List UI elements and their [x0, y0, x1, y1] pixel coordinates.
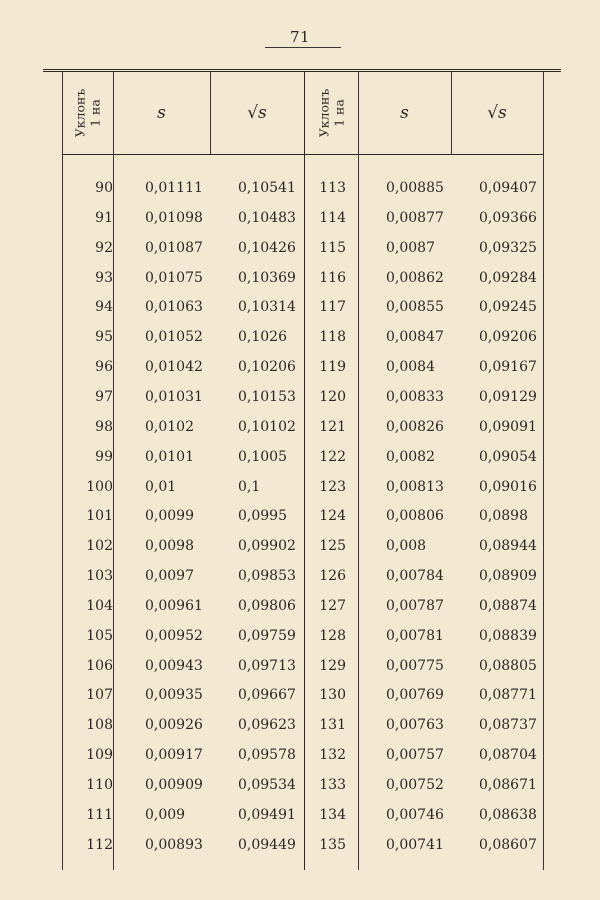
slope-cell: 97 [95, 388, 113, 405]
slope-cell: 104 [86, 597, 113, 614]
s-cell: 0,0099 [145, 508, 194, 525]
s-cell: 0,01098 [145, 209, 203, 226]
table-row [43, 591, 561, 621]
s-cell: 0,0087 [386, 239, 435, 256]
sqrt-s-cell: 0,09806 [238, 597, 296, 614]
slope-cell: 99 [95, 448, 113, 465]
s-cell: 0,00877 [386, 209, 444, 226]
slope-cell: 96 [95, 359, 113, 376]
header-slope-label: Уклонъ 1 на [315, 88, 346, 138]
slope-cell: 121 [319, 418, 346, 435]
s-cell: 0,00741 [386, 836, 444, 853]
s-cell: 0,008 [386, 538, 427, 555]
s-cell: 0,0102 [145, 418, 194, 435]
slope-cell: 110 [86, 777, 113, 793]
slope-cell: 130 [319, 687, 346, 704]
s-cell: 0,00746 [386, 806, 444, 823]
slope-cell: 125 [319, 538, 346, 555]
table-row [43, 710, 561, 740]
table-row [43, 292, 561, 322]
slope-cell: 109 [86, 747, 113, 764]
slope-cell: 112 [86, 836, 113, 853]
table-row [43, 800, 561, 830]
sqrt-s-cell: 0,08874 [479, 597, 537, 614]
slope-cell: 116 [319, 269, 346, 286]
header-slope-left [62, 72, 113, 154]
s-cell: 0,00763 [386, 717, 444, 734]
s-cell: 0,00806 [386, 508, 444, 525]
sqrt-s-cell: 0,09902 [238, 538, 296, 555]
s-cell: 0,0082 [386, 448, 435, 465]
s-cell: 0,00961 [145, 597, 203, 614]
s-cell: 0,00775 [386, 657, 444, 674]
slope-cell: 119 [319, 359, 346, 376]
sqrt-s-cell: 0,10483 [238, 209, 296, 226]
slope-cell: 131 [319, 717, 346, 734]
sqrt-s-cell: 0,09091 [479, 418, 537, 435]
s-cell: 0,009 [145, 806, 186, 823]
s-cell: 0,00952 [145, 627, 203, 644]
sqrt-s-cell: 0,09016 [479, 478, 537, 495]
sqrt-s-cell: 0,10369 [238, 269, 296, 286]
slope-cell: 106 [86, 657, 113, 674]
slope-cell: 103 [86, 568, 113, 585]
page-number: 71 [289, 28, 311, 46]
s-cell: 0,00813 [386, 478, 444, 495]
table-row [43, 501, 561, 531]
sqrt-s-cell: 0,1026 [238, 329, 287, 346]
sqrt-s-cell: 0,08671 [479, 777, 537, 793]
s-cell: 0,00917 [145, 747, 203, 764]
table-row [43, 352, 561, 382]
sqrt-s-cell: 0,10206 [238, 359, 296, 376]
slope-cell: 135 [319, 836, 346, 853]
slope-cell: 98 [95, 418, 113, 435]
slope-cell: 129 [319, 657, 346, 674]
s-cell: 0,0097 [145, 568, 194, 585]
slope-cell: 92 [95, 239, 113, 256]
table-row [43, 830, 561, 860]
header-s-label: s [157, 103, 166, 123]
sqrt-s-cell: 0,10314 [238, 299, 296, 316]
table-row [43, 472, 561, 502]
s-cell: 0,0098 [145, 538, 194, 555]
sqrt-s-cell: 0,09167 [479, 359, 537, 376]
sqrt-s-cell: 0,0898 [479, 508, 528, 525]
sqrt-s-cell: 0,08909 [479, 568, 537, 585]
header-sqrt-s-left [210, 72, 304, 154]
sqrt-s-cell: 0,1 [238, 478, 261, 495]
s-cell: 0,01087 [145, 239, 203, 256]
sqrt-s-cell: 0,09534 [238, 777, 296, 793]
header-sqrt-s-label: √s [487, 103, 507, 123]
header-s-label: s [400, 103, 409, 123]
s-cell: 0,00826 [386, 418, 444, 435]
sqrt-s-cell: 0,09407 [479, 180, 537, 196]
s-cell: 0,00909 [145, 777, 203, 793]
s-cell: 0,01031 [145, 388, 203, 405]
s-cell: 0,00943 [145, 657, 203, 674]
slope-cell: 113 [319, 180, 346, 196]
table-row [43, 412, 561, 442]
sqrt-s-cell: 0,09853 [238, 568, 296, 585]
sqrt-s-cell: 0,08805 [479, 657, 537, 674]
header-sqrt-s-label: √s [247, 103, 267, 123]
s-cell: 0,00935 [145, 687, 203, 704]
sqrt-s-cell: 0,09759 [238, 627, 296, 644]
sqrt-s-cell: 0,09245 [479, 299, 537, 316]
slope-cell: 94 [95, 299, 113, 316]
table-header-rule [62, 154, 543, 155]
table-row [43, 322, 561, 352]
s-cell: 0,00769 [386, 687, 444, 704]
sqrt-s-cell: 0,09449 [238, 836, 296, 853]
slope-cell: 90 [95, 180, 113, 196]
sqrt-s-cell: 0,09054 [479, 448, 537, 465]
sqrt-s-cell: 0,09206 [479, 329, 537, 346]
sqrt-s-cell: 0,08638 [479, 806, 537, 823]
s-cell: 0,0084 [386, 359, 435, 376]
slope-cell: 126 [319, 568, 346, 585]
s-cell: 0,00757 [386, 747, 444, 764]
slope-cell: 114 [319, 209, 346, 226]
sqrt-s-cell: 0,08771 [479, 687, 537, 704]
sqrt-s-cell: 0,09366 [479, 209, 537, 226]
s-cell: 0,00885 [386, 180, 444, 196]
slope-cell: 124 [319, 508, 346, 525]
header-slope-label: Уклонъ 1 на [72, 88, 103, 138]
header-s-right [358, 72, 451, 154]
slope-cell: 115 [319, 239, 346, 256]
slope-cell: 134 [319, 806, 346, 823]
slope-cell: 123 [319, 478, 346, 495]
s-cell: 0,00926 [145, 717, 203, 734]
s-cell: 0,00833 [386, 388, 444, 405]
sqrt-s-cell: 0,10426 [238, 239, 296, 256]
table-row [43, 740, 561, 770]
table-row [43, 680, 561, 710]
s-cell: 0,00752 [386, 777, 444, 793]
sqrt-s-cell: 0,08839 [479, 627, 537, 644]
table-row [43, 621, 561, 651]
slope-table [43, 69, 561, 869]
sqrt-s-cell: 0,09491 [238, 806, 296, 823]
table-row [43, 263, 561, 293]
sqrt-s-cell: 0,08704 [479, 747, 537, 764]
header-s-left [113, 72, 210, 154]
slope-cell: 117 [319, 299, 346, 316]
slope-cell: 108 [86, 717, 113, 734]
table-row [43, 233, 561, 263]
sqrt-s-cell: 0,10153 [238, 388, 296, 405]
sqrt-s-cell: 0,08607 [479, 836, 537, 853]
sqrt-s-cell: 0,10541 [238, 180, 296, 196]
s-cell: 0,01052 [145, 329, 203, 346]
slope-cell: 128 [319, 627, 346, 644]
table-row [43, 531, 561, 561]
sqrt-s-cell: 0,09284 [479, 269, 537, 286]
sqrt-s-cell: 0,0995 [238, 508, 287, 525]
s-cell: 0,01075 [145, 269, 203, 286]
s-cell: 0,00893 [145, 836, 203, 853]
slope-cell: 95 [95, 329, 113, 346]
slope-cell: 120 [319, 388, 346, 405]
sqrt-s-cell: 0,09713 [238, 657, 296, 674]
slope-cell: 105 [86, 627, 113, 644]
slope-cell: 93 [95, 269, 113, 286]
slope-cell: 118 [319, 329, 346, 346]
s-cell: 0,01063 [145, 299, 203, 316]
header-sqrt-s-right [451, 72, 543, 154]
table-row [43, 382, 561, 412]
sqrt-s-cell: 0,08737 [479, 717, 537, 734]
slope-cell: 127 [319, 597, 346, 614]
s-cell: 0,00855 [386, 299, 444, 316]
s-cell: 0,00847 [386, 329, 444, 346]
sqrt-s-cell: 0,09578 [238, 747, 296, 764]
table-row [43, 173, 561, 203]
sqrt-s-cell: 0,09129 [479, 388, 537, 405]
slope-cell: 111 [86, 806, 113, 823]
sqrt-s-cell: 0,09325 [479, 239, 537, 256]
header-slope-right [304, 72, 358, 154]
s-cell: 0,01 [145, 478, 177, 495]
table-row [43, 203, 561, 233]
s-cell: 0,01111 [145, 180, 203, 196]
table-row [43, 651, 561, 681]
slope-cell: 91 [95, 209, 113, 226]
page-number-rule [265, 47, 341, 48]
slope-cell: 133 [319, 777, 346, 793]
s-cell: 0,00784 [386, 568, 444, 585]
s-cell: 0,0101 [145, 448, 194, 465]
s-cell: 0,00787 [386, 597, 444, 614]
slope-cell: 122 [319, 448, 346, 465]
table-row [43, 770, 561, 800]
sqrt-s-cell: 0,10102 [238, 418, 296, 435]
table-row [43, 561, 561, 591]
table-row [43, 442, 561, 472]
s-cell: 0,01042 [145, 359, 203, 376]
s-cell: 0,00781 [386, 627, 444, 644]
slope-cell: 100 [86, 478, 113, 495]
sqrt-s-cell: 0,09623 [238, 717, 296, 734]
s-cell: 0,00862 [386, 269, 444, 286]
sqrt-s-cell: 0,1005 [238, 448, 287, 465]
sqrt-s-cell: 0,08944 [479, 538, 537, 555]
slope-cell: 132 [319, 747, 346, 764]
slope-cell: 101 [86, 508, 113, 525]
slope-cell: 102 [86, 538, 113, 555]
sqrt-s-cell: 0,09667 [238, 687, 296, 704]
slope-cell: 107 [86, 687, 113, 704]
